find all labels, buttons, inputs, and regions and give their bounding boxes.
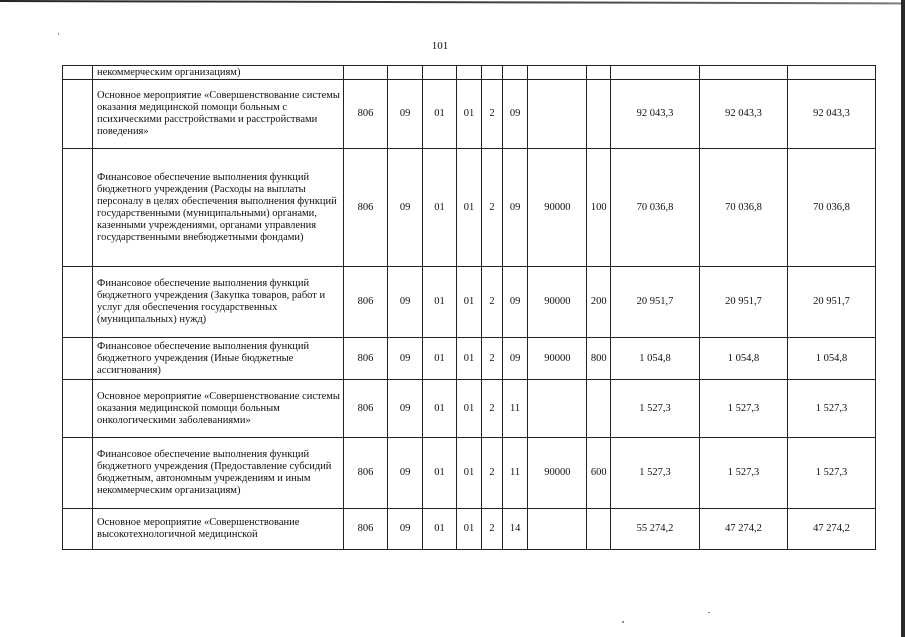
code-cell	[528, 66, 587, 80]
code-cell: 01	[423, 338, 456, 380]
code-cell: 09	[502, 267, 528, 338]
code-cell: 200	[587, 267, 611, 338]
code-cell	[502, 66, 528, 80]
code-cell: 09	[387, 338, 422, 380]
code-cell: 2	[482, 509, 502, 550]
amount-cell: 1 527,3	[787, 438, 875, 509]
code-cell	[528, 80, 587, 149]
code-cell: 01	[456, 338, 482, 380]
code-cell: 01	[456, 267, 482, 338]
amount-cell: 1 527,3	[611, 438, 700, 509]
amount-cell: 20 951,7	[700, 267, 788, 338]
amount-cell	[700, 66, 788, 80]
table-row	[63, 267, 876, 338]
budget-table	[62, 65, 876, 550]
code-cell: 806	[344, 438, 388, 509]
table-row	[63, 438, 876, 509]
amount-cell: 1 054,8	[787, 338, 875, 380]
amount-cell: 70 036,8	[611, 149, 700, 267]
amount-cell: 1 054,8	[700, 338, 788, 380]
code-cell: 806	[344, 509, 388, 550]
table-row	[63, 509, 876, 550]
table-row	[63, 80, 876, 149]
row-number-cell	[63, 267, 93, 338]
amount-cell: 47 274,2	[700, 509, 788, 550]
row-number-cell	[63, 66, 93, 80]
amount-cell: 20 951,7	[611, 267, 700, 338]
row-number-cell	[63, 380, 93, 438]
code-cell: 01	[423, 438, 456, 509]
code-cell: 09	[502, 338, 528, 380]
code-cell: 90000	[528, 338, 587, 380]
code-cell: 09	[502, 149, 528, 267]
amount-cell: 92 043,3	[611, 80, 700, 149]
code-cell	[587, 66, 611, 80]
description-cell: Основное мероприятие «Совершенствование системы оказания медицинской помощи больным с психическими расстройствами и расстройствами поведения»	[93, 80, 344, 149]
amount-cell: 1 527,3	[700, 438, 788, 509]
code-cell	[456, 66, 482, 80]
code-cell	[423, 66, 456, 80]
code-cell	[387, 66, 422, 80]
code-cell: 09	[387, 267, 422, 338]
scan-speck	[622, 621, 624, 623]
row-number-cell	[63, 509, 93, 550]
code-cell: 09	[387, 380, 422, 438]
code-cell	[482, 66, 502, 80]
amount-cell: 1 527,3	[611, 380, 700, 438]
code-cell: 09	[502, 80, 528, 149]
code-cell: 800	[587, 338, 611, 380]
code-cell: 01	[456, 380, 482, 438]
code-cell: 90000	[528, 267, 587, 338]
code-cell: 100	[587, 149, 611, 267]
code-cell	[528, 380, 587, 438]
code-cell: 01	[423, 80, 456, 149]
code-cell	[587, 380, 611, 438]
code-cell: 806	[344, 149, 388, 267]
code-cell: 01	[423, 380, 456, 438]
code-cell: 2	[482, 267, 502, 338]
row-number-cell	[63, 338, 93, 380]
code-cell: 09	[387, 149, 422, 267]
row-number-cell	[63, 438, 93, 509]
amount-cell: 55 274,2	[611, 509, 700, 550]
code-cell: 2	[482, 149, 502, 267]
code-cell: 14	[502, 509, 528, 550]
page-number: 101	[431, 40, 449, 52]
code-cell: 01	[456, 438, 482, 509]
code-cell: 09	[387, 509, 422, 550]
amount-cell: 20 951,7	[787, 267, 875, 338]
code-cell	[587, 80, 611, 149]
row-number-cell	[63, 80, 93, 149]
code-cell: 2	[482, 380, 502, 438]
table-row	[63, 338, 876, 380]
description-cell: Финансовое обеспечение выполнения функций бюджетного учреждения (Иные бюджетные ассигнования)	[93, 338, 344, 380]
amount-cell	[611, 66, 700, 80]
table-body	[63, 66, 876, 550]
code-cell	[587, 509, 611, 550]
table-row	[63, 149, 876, 267]
scan-top-edge	[0, 0, 905, 4]
code-cell: 806	[344, 80, 388, 149]
amount-cell: 70 036,8	[787, 149, 875, 267]
code-cell	[528, 509, 587, 550]
code-cell: 2	[482, 338, 502, 380]
amount-cell: 1 527,3	[787, 380, 875, 438]
description-cell: Финансовое обеспечение выполнения функций бюджетного учреждения (Закупка товаров, работ и услуг для обеспечения государственных (муниципальных) нужд)	[93, 267, 344, 338]
code-cell: 01	[423, 149, 456, 267]
description-cell: некоммерческим организациям)	[93, 66, 344, 80]
amount-cell: 92 043,3	[787, 80, 875, 149]
code-cell: 09	[387, 438, 422, 509]
code-cell: 11	[502, 438, 528, 509]
scan-speck	[708, 612, 710, 613]
code-cell: 2	[482, 80, 502, 149]
code-cell: 11	[502, 380, 528, 438]
code-cell: 90000	[528, 438, 587, 509]
code-cell: 600	[587, 438, 611, 509]
code-cell: 90000	[528, 149, 587, 267]
code-cell: 01	[456, 149, 482, 267]
code-cell: 806	[344, 338, 388, 380]
table-row	[63, 66, 876, 80]
code-cell: 806	[344, 267, 388, 338]
description-cell: Финансовое обеспечение выполнения функций бюджетного учреждения (Предоставление субсидий бюджетным, автономным учреждениям и иным некоммерческим организациям)	[93, 438, 344, 509]
description-cell: Основное мероприятие «Совершенствование системы оказания медицинской помощи больным онкологическими заболеваниями»	[93, 380, 344, 438]
amount-cell: 47 274,2	[787, 509, 875, 550]
description-cell: Основное мероприятие «Совершенствование высокотехнологичной медицинской	[93, 509, 344, 550]
scan-right-edge	[901, 0, 905, 637]
amount-cell	[787, 66, 875, 80]
table-row	[63, 380, 876, 438]
scan-speck	[58, 33, 59, 35]
row-number-cell	[63, 149, 93, 267]
amount-cell: 1 054,8	[611, 338, 700, 380]
code-cell: 01	[423, 509, 456, 550]
code-cell: 01	[456, 509, 482, 550]
code-cell: 09	[387, 80, 422, 149]
code-cell: 806	[344, 380, 388, 438]
amount-cell: 92 043,3	[700, 80, 788, 149]
code-cell: 01	[423, 267, 456, 338]
code-cell	[344, 66, 388, 80]
code-cell: 01	[456, 80, 482, 149]
description-cell: Финансовое обеспечение выполнения функций бюджетного учреждения (Расходы на выплаты персоналу в целях обеспечения выполнения функций государственными (муниципальными) органами, казенными учреждениями, органами управления государственными внебюджетными фондами)	[93, 149, 344, 267]
amount-cell: 70 036,8	[700, 149, 788, 267]
code-cell: 2	[482, 438, 502, 509]
amount-cell: 1 527,3	[700, 380, 788, 438]
